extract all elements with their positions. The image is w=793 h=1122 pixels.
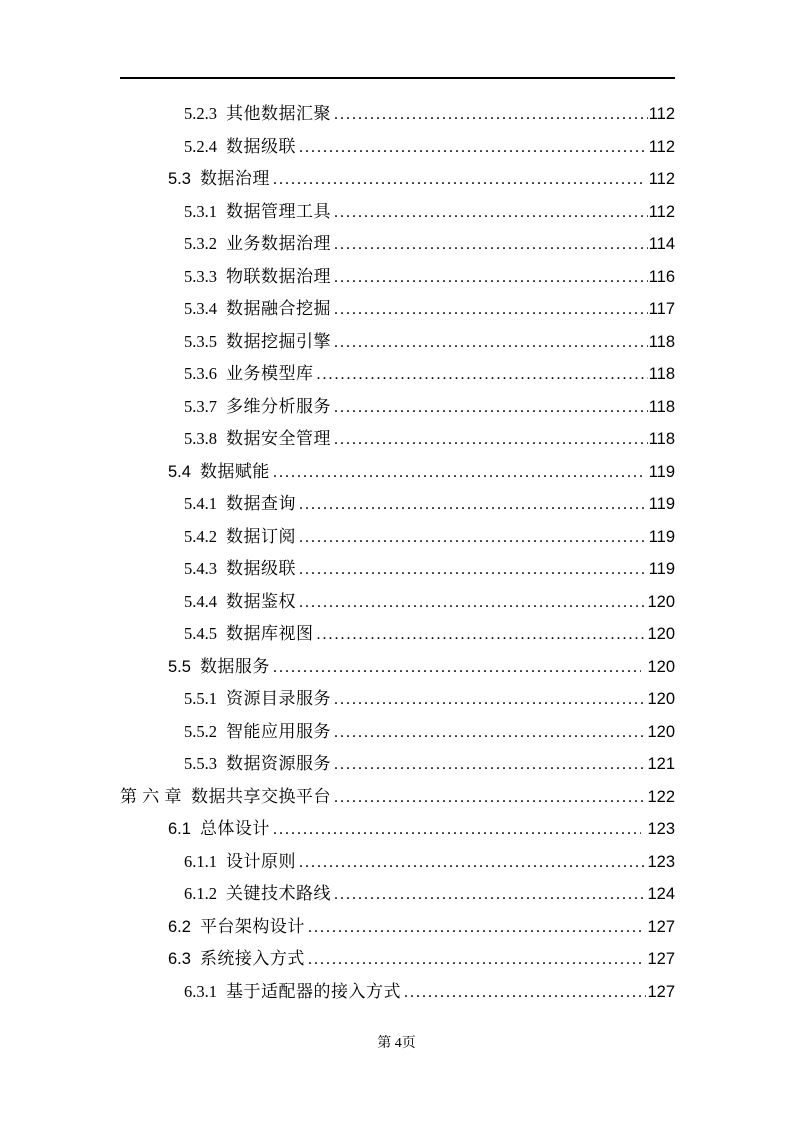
toc-entry-page: 112	[648, 137, 675, 156]
toc-leader-dots	[299, 522, 648, 555]
toc-entry-title: 数据级联	[226, 136, 296, 156]
toc-entry-page: 119	[648, 527, 675, 546]
toc-leader-dots	[334, 294, 648, 327]
toc-entry-number: 5.3.6	[184, 364, 217, 383]
toc-entry-number: 5.4	[168, 462, 191, 481]
toc-entry-number: 6.1	[168, 820, 191, 838]
toc-entry-number: 5.5.3	[184, 754, 217, 773]
toc-leader-dots	[273, 164, 643, 197]
toc-leader-dots	[317, 619, 647, 652]
page-footer	[0, 1032, 793, 1052]
toc-entry[interactable]	[120, 98, 675, 131]
toc-entry-title: 数据共享交换平台	[191, 786, 331, 806]
toc-entry-page: 121	[647, 755, 675, 773]
toc-entry-page: 120	[647, 657, 675, 676]
toc-entry-number: 5.3.5	[184, 331, 217, 351]
toc-entry-title: 数据订阅	[226, 526, 296, 546]
toc-entry-title: 数据服务	[199, 656, 270, 676]
toc-entry[interactable]	[120, 456, 675, 489]
toc-entry-page: 118	[648, 332, 675, 351]
toc-entry[interactable]	[120, 521, 675, 554]
toc-entry[interactable]	[120, 911, 675, 944]
toc-entry-title: 业务模型库	[226, 364, 314, 383]
toc-entry-number: 5.3.7	[184, 396, 217, 416]
toc-entry-number: 6.3	[168, 950, 191, 968]
toc-leader-dots	[299, 847, 646, 880]
toc-entry-number: 5.3	[168, 170, 191, 188]
toc-entry-page: 127	[647, 917, 675, 936]
toc-entry[interactable]	[120, 163, 675, 196]
toc-entry-page: 123	[647, 852, 675, 871]
toc-entry-number: 5.3.2	[184, 234, 217, 253]
toc-entry-number: 5.4.5	[184, 624, 217, 643]
toc-entry-title: 关键技术路线	[226, 884, 331, 903]
toc-entry-page: 112	[648, 105, 675, 123]
toc-entry-page: 116	[648, 267, 675, 286]
toc-entry-page: 117	[648, 300, 675, 318]
toc-entry-number: 第 六 章	[120, 786, 182, 806]
toc-entry-title: 数据挖掘引擎	[226, 331, 331, 351]
toc-entry-number: 5.5.2	[184, 721, 217, 741]
toc-entry-page: 123	[647, 820, 675, 838]
toc-entry[interactable]	[120, 488, 675, 521]
toc-entry[interactable]	[120, 878, 675, 911]
toc-entry-page: 119	[648, 560, 675, 578]
toc-entry-title: 平台架构设计	[199, 916, 305, 936]
toc-entry-page: 120	[647, 592, 675, 611]
toc-entry[interactable]	[120, 293, 675, 326]
toc-entry-number: 5.3.8	[184, 429, 217, 448]
toc-entry-number: 5.3.3	[184, 266, 217, 286]
toc-leader-dots	[334, 749, 646, 782]
toc-leader-dots	[334, 229, 648, 262]
toc-leader-dots	[308, 912, 642, 945]
toc-entry-page: 122	[647, 787, 675, 806]
toc-entry-title: 数据鉴权	[226, 591, 296, 611]
toc-entry[interactable]	[120, 131, 675, 164]
toc-entry[interactable]	[120, 228, 675, 261]
toc-entry-title: 总体设计	[199, 819, 270, 838]
toc-leader-dots	[299, 489, 648, 522]
toc-leader-dots	[317, 359, 648, 392]
toc-entry-number: 5.5	[168, 657, 191, 676]
toc-entry[interactable]	[120, 943, 675, 976]
toc-entry[interactable]	[120, 326, 675, 359]
toc-entry-page: 112	[648, 202, 675, 221]
header-rule	[120, 77, 675, 79]
toc-entry-page: 118	[648, 365, 675, 383]
toc-entry-number: 5.3.1	[184, 201, 217, 221]
toc-leader-dots	[299, 554, 648, 587]
toc-entry-page: 120	[647, 722, 675, 741]
toc-leader-dots	[334, 392, 648, 425]
toc-leader-dots	[334, 879, 646, 912]
toc-entry-number: 5.3.4	[184, 299, 217, 318]
toc-entry-title: 系统接入方式	[199, 949, 305, 968]
toc-entry[interactable]	[120, 423, 675, 456]
toc-entry[interactable]	[120, 618, 675, 651]
toc-leader-dots	[334, 99, 648, 132]
toc-entry[interactable]	[120, 651, 675, 684]
toc-leader-dots	[334, 717, 646, 750]
toc-entry-page: 112	[648, 170, 675, 188]
footer-page-number: 第 4页	[377, 1036, 416, 1051]
toc-entry[interactable]	[120, 586, 675, 619]
toc-entry-title: 数据融合挖掘	[226, 299, 331, 318]
toc-entry-number: 5.2.4	[184, 136, 217, 156]
toc-leader-dots	[273, 652, 642, 685]
toc-entry-title: 数据库视图	[226, 624, 314, 643]
toc-entry-title: 多维分析服务	[226, 396, 331, 416]
toc-entry-title: 智能应用服务	[226, 721, 331, 741]
toc-entry-title: 数据级联	[226, 559, 296, 578]
toc-entry-number: 5.4.4	[184, 591, 217, 611]
toc-entry[interactable]	[120, 846, 675, 879]
toc-entry[interactable]	[120, 553, 675, 586]
toc-entry-page: 114	[648, 235, 675, 253]
toc-leader-dots	[334, 684, 646, 717]
toc-entry-title: 业务数据治理	[226, 234, 331, 253]
toc-entry[interactable]	[120, 716, 675, 749]
toc-entry-title: 基于适配器的接入方式	[226, 981, 401, 1001]
toc-entry-title: 数据安全管理	[226, 429, 331, 448]
toc-entry[interactable]	[120, 748, 675, 781]
toc-entry-number: 5.4.3	[184, 559, 217, 578]
toc-entry[interactable]	[120, 391, 675, 424]
toc-entry-title: 其他数据汇聚	[226, 104, 331, 123]
toc-entry-title: 数据资源服务	[226, 754, 331, 773]
toc-entry-number: 6.1.2	[184, 884, 217, 903]
toc-entry-number: 5.5.1	[184, 689, 217, 708]
toc-entry-title: 物联数据治理	[226, 266, 331, 286]
toc-entry-page: 124	[647, 885, 675, 903]
toc-entry[interactable]	[120, 683, 675, 716]
toc-leader-dots	[334, 262, 648, 295]
toc-entry-number: 5.4.1	[184, 494, 217, 513]
toc-entry[interactable]	[120, 196, 675, 229]
toc-leader-dots	[334, 327, 648, 360]
toc-leader-dots	[273, 457, 643, 490]
toc-entry-page: 119	[648, 462, 675, 481]
toc-leader-dots	[299, 587, 646, 620]
toc-entry[interactable]	[120, 358, 675, 391]
toc-entry-page: 118	[648, 397, 675, 416]
toc-entry[interactable]	[120, 813, 675, 846]
toc-entry-page: 118	[648, 430, 675, 448]
toc-entry-page: 120	[647, 690, 675, 708]
toc-leader-dots	[404, 977, 646, 1010]
toc-leader-dots	[334, 424, 648, 457]
toc-entry-number: 6.1.1	[184, 851, 217, 871]
toc-entry-title: 数据赋能	[199, 461, 270, 481]
toc-entry-number: 5.2.3	[184, 104, 217, 123]
toc-entry-page: 127	[647, 950, 675, 968]
toc-entry-title: 资源目录服务	[226, 689, 331, 708]
toc-leader-dots	[273, 814, 642, 847]
toc-entry-title: 数据查询	[226, 494, 296, 513]
toc-list	[120, 98, 675, 1008]
toc-leader-dots	[334, 197, 648, 230]
toc-entry-page: 120	[647, 625, 675, 643]
toc-leader-dots	[334, 782, 646, 815]
toc-entry-title: 设计原则	[226, 851, 296, 871]
toc-entry[interactable]	[120, 261, 675, 294]
toc-entry[interactable]	[120, 976, 675, 1009]
toc-entry[interactable]	[120, 781, 675, 814]
toc-leader-dots	[299, 132, 648, 165]
toc-entry-title: 数据管理工具	[226, 201, 331, 221]
toc-entry-number: 6.3.1	[184, 981, 217, 1001]
toc-entry-page: 127	[647, 982, 675, 1001]
toc-leader-dots	[308, 944, 642, 977]
toc-entry-number: 5.4.2	[184, 526, 217, 546]
toc-entry-page: 119	[648, 495, 675, 513]
toc-entry-number: 6.2	[168, 917, 191, 936]
toc-entry-title: 数据治理	[199, 169, 270, 188]
